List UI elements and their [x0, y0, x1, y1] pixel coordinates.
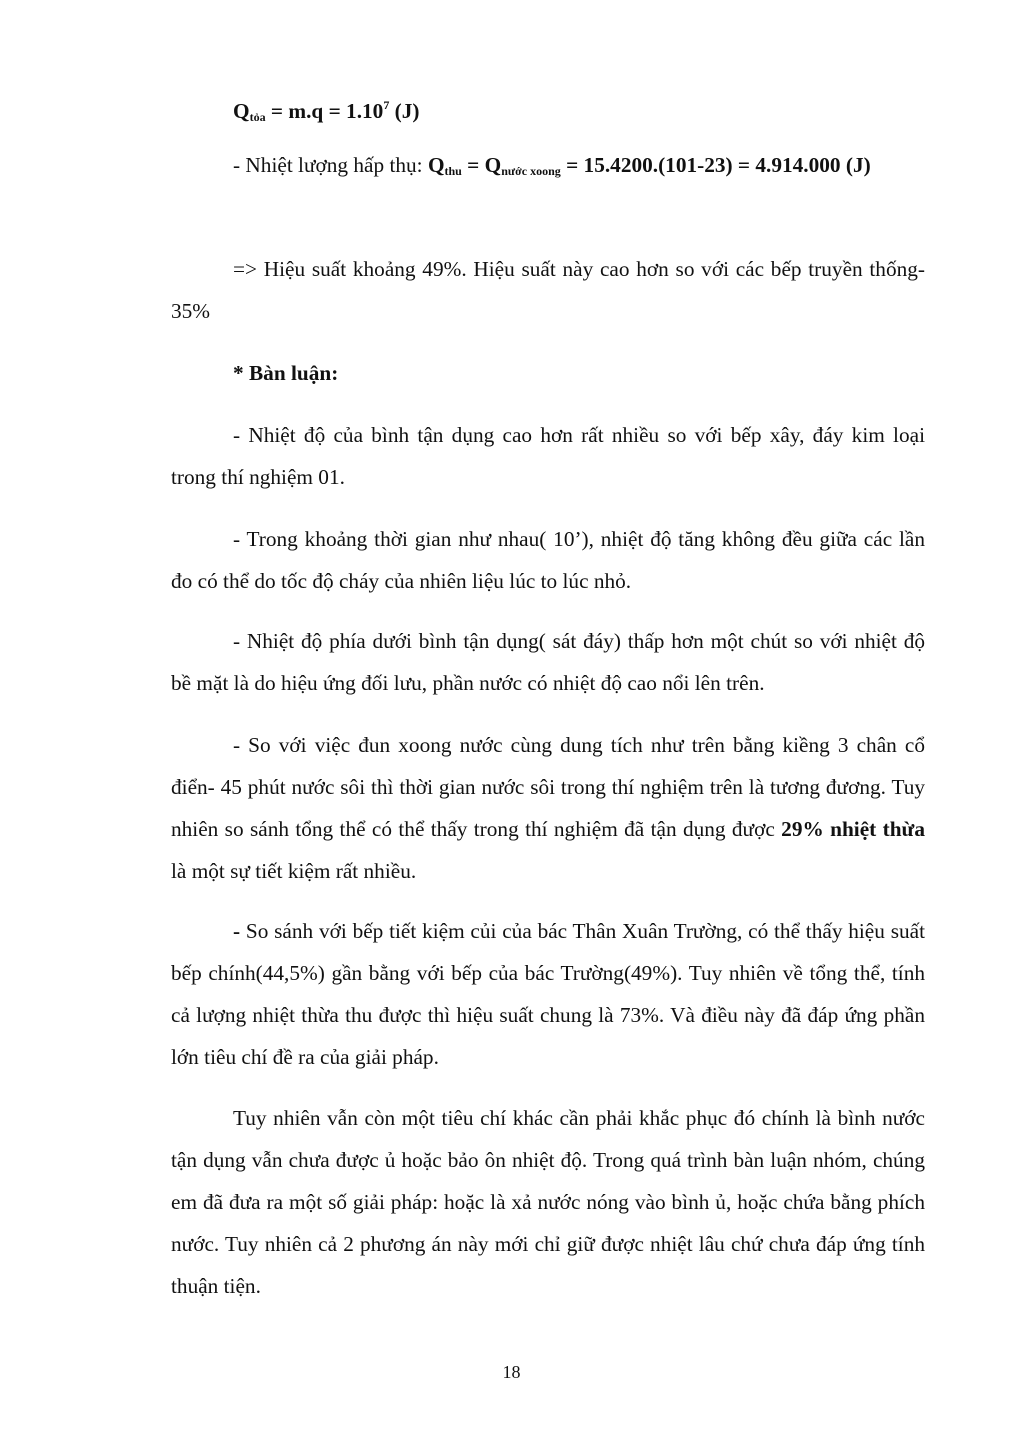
- q-nuoc-label: Q: [484, 153, 502, 177]
- discussion-5-text: So sánh với bếp tiết kiệm củi của bác Thân Xuân Trường, có thể thấy hiệu suất bếp chính(44,5%) gần bằng với bếp của bác Trường(49%). Tuy nhiên về tổng thể, tính cả lượng nhiệt thừa thu được thì hiệu suất chung là 73%. Và điều này đã đáp ứng phần lớn tiêu chí đề ra của giải pháp.: [171, 919, 925, 1069]
- formula-unit: (J): [389, 99, 420, 123]
- discussion-5-dash: -: [233, 919, 241, 943]
- paragraph-discussion-5: [171, 910, 925, 1078]
- paragraph-discussion-1: - Nhiệt độ của bình tận dụng cao hơn rất nhiều so với bếp xây, đáy kim loại trong thí nghiệm 01.: [171, 423, 925, 489]
- formula-q-subscript: tỏa: [249, 110, 266, 124]
- formula-q-label: Q: [233, 99, 250, 123]
- paragraph-conclusion: Tuy nhiên vẫn còn một tiêu chí khác cần phải khắc phục đó chính là bình nước tận dụng vẫn chưa được ủ hoặc bảo ôn nhiệt độ. Trong quá trình bàn luận nhóm, chúng em đã đưa ra một số giải pháp: hoặc là xả nước nóng vào bình ủ, hoặc chứa bằng phích nước. Tuy nhiên cả 2 phương án này mới chỉ giữ được nhiệt lâu chứ chưa đáp ứng tính thuận tiện.: [171, 1106, 925, 1298]
- heading-discussion: * Bàn luận:: [233, 361, 339, 385]
- paragraph-discussion-4: [171, 724, 925, 892]
- q-thu-label: Q: [427, 153, 445, 177]
- equals-sign: =: [461, 153, 485, 177]
- discussion-4-text: - So với việc đun xoong nước cùng dung tích như trên bằng kiềng 3 chân cổ điển- 45 phút nước sôi thì thời gian nước sôi trong thí nghiệm trên là tương đương. Tuy nhiên so sánh tổng thể có thể thấy trong thí nghiệm đã tận dụng được: [171, 733, 925, 841]
- q-nuoc-subscript: nước xoong: [501, 164, 561, 178]
- paragraph-discussion-3: - Nhiệt độ phía dưới bình tận dụng( sát đáy) thấp hơn một chút so với nhiệt độ bề mặt là do hiệu ứng đối lưu, phần nước có nhiệt độ cao nổi lên trên.: [171, 629, 925, 695]
- paragraph-heat-absorbed: [171, 144, 925, 192]
- paragraph-discussion-2: - Trong khoảng thời gian như nhau( 10’), nhiệt độ tăng không đều giữa các lần đo có thể do tốc độ cháy của nhiên liệu lúc to lúc nhỏ.: [171, 527, 925, 593]
- paragraph-efficiency: => Hiệu suất khoảng 49%. Hiệu suất này cao hơn so với các bếp truyền thống-35%: [171, 257, 925, 323]
- formula-q-toa: [171, 84, 925, 138]
- page-number: 18: [502, 1362, 521, 1382]
- discussion-4-tail: là một sự tiết kiệm rất nhiều.: [171, 859, 417, 883]
- formula-rhs: = m.q = 1.10: [265, 99, 384, 123]
- formula-exponent: 7: [383, 98, 390, 112]
- q-thu-subscript: thu: [444, 164, 462, 178]
- heat-calculation: = 15.4200.(101-23) = 4.914.000 (J): [560, 153, 871, 177]
- heat-prefix: - Nhiệt lượng hấp thụ:: [233, 153, 428, 177]
- discussion-4-highlight: 29% nhiệt thừa: [781, 817, 925, 841]
